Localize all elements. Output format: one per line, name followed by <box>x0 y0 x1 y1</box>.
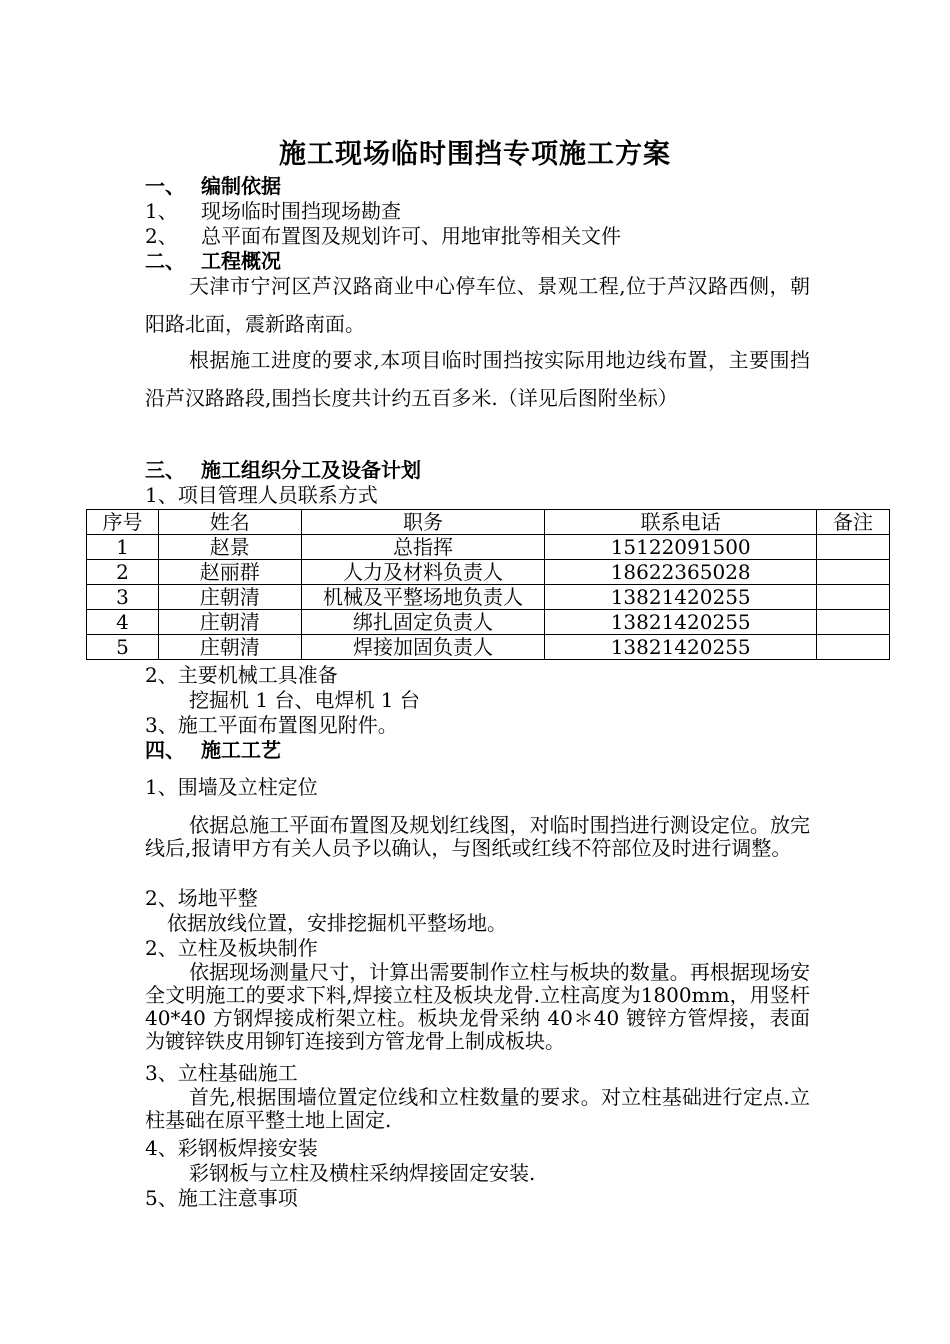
cell-index: 1 <box>87 535 159 560</box>
table-header-row <box>87 510 890 535</box>
equipment-text: 挖掘机 1 台、电焊机 1 台 <box>189 688 420 712</box>
section-3-heading <box>145 458 810 482</box>
section-3-number: 三、 <box>145 458 185 482</box>
table-row <box>87 585 890 610</box>
document-title: 施工现场临时围挡专项施工方案 <box>279 139 671 170</box>
section-1-item-2 <box>145 224 810 248</box>
equipment-subtitle: 2、主要机械工具准备 <box>145 663 338 687</box>
header-index: 序号 <box>87 510 159 535</box>
item-number: 2、 <box>145 224 178 248</box>
cell-role: 焊接加固负责人 <box>301 635 545 660</box>
cell-remark <box>817 560 890 585</box>
process-step-5-text: 彩钢板与立柱及横柱采纳焊接固定安装. <box>189 1161 536 1185</box>
process-step-3-text: 依据现场测量尺寸，计算出需要制作立柱与板块的数量。再根据现场安全文明施工的要求下料,焊接立柱及板块龙骨.立柱高度为1800mm，用竖杆 40*40 方钢焊接成桁架立柱。板块龙骨采纳 40＊40 镀锌方管焊接，表面为镀锌铁皮用铆钉连接到方管龙骨上制成板块。 <box>145 960 810 1053</box>
cell-name: 庄朝清 <box>158 610 301 635</box>
table-row <box>87 535 890 560</box>
process-step-3-title: 2、立柱及板块制作 <box>145 936 318 960</box>
header-phone: 联系电话 <box>545 510 817 535</box>
table-row <box>87 635 890 660</box>
cell-role: 人力及材料负责人 <box>301 560 545 585</box>
item-number: 1、 <box>145 199 178 223</box>
cell-phone: 13821420255 <box>545 635 817 660</box>
cell-role: 机械及平整场地负责人 <box>301 585 545 610</box>
cell-index: 4 <box>87 610 159 635</box>
section-4-number: 四、 <box>145 738 185 762</box>
process-step-4-text: 首先,根据围墙位置定位线和立柱数量的要求。对立柱基础进行定点.立柱基础在原平整土地上固定. <box>145 1085 810 1132</box>
cell-phone: 13821420255 <box>545 585 817 610</box>
project-overview-paragraph-1: 天津市宁河区芦汉路商业中心停车位、景观工程,位于芦汉路西侧，朝阳路北面，震新路南面。 <box>145 274 810 336</box>
cell-role: 总指挥 <box>301 535 545 560</box>
section-4-heading <box>145 738 810 762</box>
cell-remark <box>817 585 890 610</box>
layout-plan-note: 3、施工平面布置图见附件。 <box>145 713 398 737</box>
process-step-1-text: 依据总施工平面布置图及规划红线图，对临时围挡进行测设定位。放完线后,报请甲方有关人员予以确认，与图纸或红线不符部位及时进行调整。 <box>145 813 810 860</box>
process-step-6-title: 5、施工注意事项 <box>145 1186 298 1210</box>
cell-remark <box>817 635 890 660</box>
cell-name: 赵景 <box>158 535 301 560</box>
process-step-4-title: 3、立柱基础施工 <box>145 1061 298 1085</box>
header-name: 姓名 <box>158 510 301 535</box>
header-role: 职务 <box>301 510 545 535</box>
staff-contact-subtitle: 1、项目管理人员联系方式 <box>145 483 378 507</box>
cell-index: 3 <box>87 585 159 610</box>
cell-phone: 13821420255 <box>545 610 817 635</box>
section-4-title: 施工工艺 <box>201 738 281 762</box>
cell-name: 庄朝清 <box>158 635 301 660</box>
cell-remark <box>817 610 890 635</box>
process-step-1-title: 1、围墙及立柱定位 <box>145 775 318 799</box>
section-1-title: 编制依据 <box>201 174 281 198</box>
cell-role: 绑扎固定负责人 <box>301 610 545 635</box>
item-text: 现场临时围挡现场勘查 <box>201 199 401 223</box>
staff-contact-table <box>86 509 890 660</box>
cell-index: 2 <box>87 560 159 585</box>
table-row <box>87 610 890 635</box>
table-row <box>87 560 890 585</box>
cell-index: 5 <box>87 635 159 660</box>
cell-remark <box>817 535 890 560</box>
section-3-title: 施工组织分工及设备计划 <box>201 458 421 482</box>
section-1-item-1 <box>145 199 810 223</box>
process-step-2-title: 2、场地平整 <box>145 886 258 910</box>
section-2-title: 工程概况 <box>201 249 281 273</box>
section-1-number: 一、 <box>145 174 185 198</box>
cell-name: 庄朝清 <box>158 585 301 610</box>
process-step-2-text: 依据放线位置，安排挖掘机平整场地。 <box>167 911 507 935</box>
item-text: 总平面布置图及规划许可、用地审批等相关文件 <box>201 224 621 248</box>
cell-phone: 15122091500 <box>545 535 817 560</box>
cell-name: 赵丽群 <box>158 560 301 585</box>
process-step-5-title: 4、彩钢板焊接安装 <box>145 1136 318 1160</box>
project-overview-paragraph-2: 根据施工进度的要求,本项目临时围挡按实际用地边线布置，主要围挡沿芦汉路路段,围挡长度共计约五百多米.（详见后图附坐标） <box>145 348 810 410</box>
section-2-number: 二、 <box>145 249 185 273</box>
header-remark: 备注 <box>817 510 890 535</box>
section-1-heading <box>145 174 810 198</box>
cell-phone: 18622365028 <box>545 560 817 585</box>
